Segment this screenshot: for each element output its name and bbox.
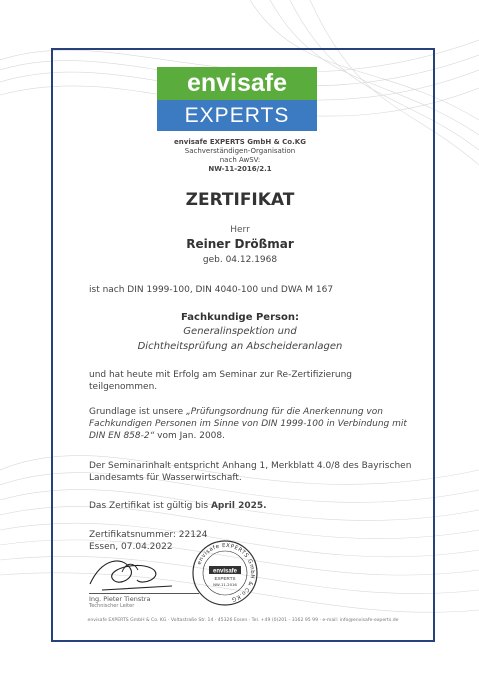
content-line1: Der Seminarinhalt entspricht Anhang 1, Merkblatt 4.0/8 des Bayrischen: [89, 461, 412, 471]
org-name: envisafe EXPERTS GmbH & Co.KG: [174, 138, 306, 146]
standards-line: ist nach DIN 1999-100, DIN 4040-100 und DWA M 167: [89, 285, 334, 295]
validity-prefix: Das Zertifikat ist gültig bis: [89, 501, 209, 511]
stamp-ring-text: envisafe EXPERTS GmbH & Co.KG: [196, 542, 256, 603]
basis-quote2: Fachkundigen Personen im Sinne von DIN 1999-100 in Verbindung mit: [89, 419, 407, 429]
org-desc: Sachverständigen-Organisation: [184, 147, 296, 155]
signer-role: Technischer Leiter: [89, 603, 135, 609]
org-code: NW-11-2016/2.1: [208, 165, 272, 173]
birth-info: [60, 255, 420, 265]
cert-number: Zertifikatsnummer: 22124: [89, 530, 208, 540]
org-desc2: nach AwSV:: [219, 156, 261, 164]
basis-prefix: Grundlage ist unsere: [89, 407, 184, 417]
stamp-brand: envisafe: [212, 568, 238, 575]
validity-date: April 2025.: [210, 501, 267, 511]
footer-address: envisafe EXPERTS GmbH & Co. KG · Voltastraße Str. 14 · 45326 Essen · Tel. +49 (0)201 - 3162 95 99 · e-mail: info@envisafe-experts.de: [87, 618, 399, 623]
birth-label: geb.: [202, 255, 223, 265]
signature: [82, 548, 182, 596]
basis-suffix: vom Jan. 2008.: [157, 431, 225, 441]
role-heading: Fachkundige Person:: [181, 312, 299, 323]
basis-line3: [89, 430, 419, 442]
stamp-sub: EXPERTS: [214, 576, 236, 581]
stamp-code: NW-11-2016: [213, 582, 237, 587]
seminar-line1: und hat heute mit Erfolg am Seminar zur Re-Zertifizierung: [89, 370, 353, 380]
seminar-line2: teilgenommen.: [89, 382, 158, 392]
logo-envisafe: envisafe: [157, 67, 317, 100]
place-date: Essen, 07.04.2022: [89, 542, 173, 552]
content-line2: Landesamts für Wasserwirtschaft.: [89, 473, 242, 483]
signer-name: Ing. Pieter Tienstra: [89, 595, 151, 603]
role-line2: Dichtheitsprüfung an Abscheideranlagen: [137, 341, 343, 352]
validity-line: [89, 500, 419, 512]
certificate-title: ZERTIFIKAT: [185, 190, 295, 210]
birth-date: 04.12.1968: [225, 255, 278, 265]
person-name: Reiner Drößmar: [186, 237, 294, 251]
basis-quote1: „Prüfungsordnung für die Anerkennung von: [186, 407, 383, 417]
basis-line1: [89, 406, 419, 418]
role-line1: Generalinspektion und: [183, 326, 297, 337]
salutation: Herr: [230, 225, 250, 235]
basis-quote3: DIN EN 858-2“: [89, 431, 155, 441]
official-stamp: [191, 539, 259, 607]
logo-experts: EXPERTS: [157, 100, 317, 131]
signature-line: [89, 593, 199, 594]
